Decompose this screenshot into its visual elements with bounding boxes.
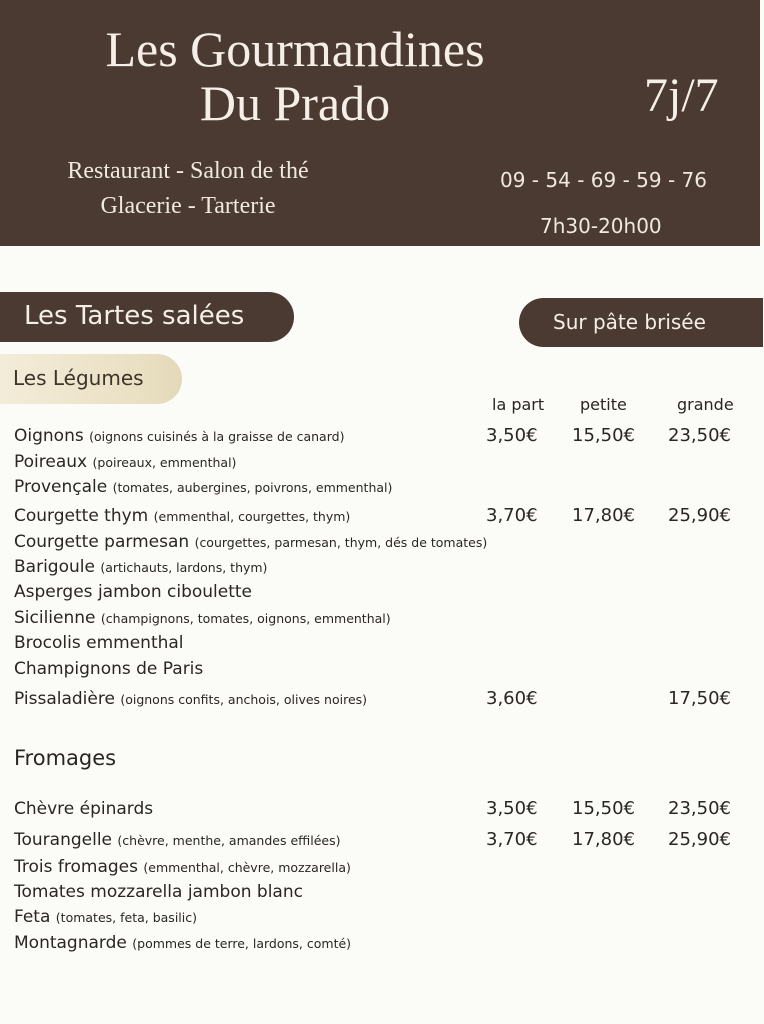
item-name: Barigoule — [14, 557, 95, 577]
item-description: (oignons cuisinés à la graisse de canard) — [89, 429, 345, 444]
restaurant-name-line2: Du Prado — [199, 75, 391, 131]
price-part: 3,60€ — [486, 688, 538, 709]
item-name: Courgette parmesan — [14, 532, 190, 552]
item-name: Brocolis emmenthal — [14, 633, 184, 653]
item-name: Trois fromages — [14, 857, 138, 877]
item-name: Champignons de Paris — [14, 659, 204, 679]
subtitle-line1: Restaurant - Salon de thé — [67, 158, 309, 184]
menu-item — [0, 606, 764, 630]
price-grande: 17,50€ — [668, 688, 731, 709]
item-description: (artichauts, lardons, thym) — [100, 560, 268, 575]
menu-item — [0, 450, 764, 474]
menu-item — [0, 475, 764, 499]
item-name: Tourangelle — [14, 830, 113, 850]
section-title-banner — [0, 292, 294, 342]
price-grande: 25,90€ — [668, 829, 731, 850]
menu-item — [0, 855, 764, 879]
menu-item — [0, 828, 764, 852]
item-name: Asperges jambon ciboulette — [14, 582, 253, 602]
opening-hours: 7h30-20h00 — [540, 214, 662, 238]
item-description: (tomates, aubergines, poivrons, emmenthal) — [112, 480, 393, 495]
price-petite: 17,80€ — [572, 505, 635, 526]
menu-item — [0, 931, 764, 955]
pastry-badge — [519, 298, 763, 347]
item-name: Courgette thym — [14, 506, 149, 526]
column-header-part: la part — [492, 395, 545, 414]
price-grande: 25,90€ — [668, 505, 731, 526]
price-grande: 23,50€ — [668, 425, 731, 446]
item-description: (champignons, tomates, oignons, emmenthal) — [100, 611, 391, 626]
item-description: (oignons confits, anchois, olives noires) — [120, 692, 368, 707]
menu-item — [0, 504, 764, 528]
item-description: (courgettes, parmesan, thym, dés de tomates) — [194, 535, 488, 550]
item-description: (emmenthal, chèvre, mozzarella) — [143, 860, 351, 875]
price-petite: 15,50€ — [572, 425, 635, 446]
item-name: Tomates mozzarella jambon blanc — [14, 882, 303, 902]
opening-days: 7j/7 — [644, 69, 719, 122]
item-description: (chèvre, menthe, amandes effilées) — [117, 833, 341, 848]
pastry-badge-label: Sur pâte brisée — [553, 310, 706, 334]
item-description: (emmenthal, courgettes, thym) — [153, 509, 351, 524]
legumes-title: Les Légumes — [13, 366, 144, 390]
menu-item — [0, 687, 764, 711]
price-part: 3,70€ — [486, 505, 538, 526]
item-name: Chèvre épinards — [14, 799, 154, 819]
item-name: Poireaux — [14, 452, 88, 472]
column-header-petite: petite — [580, 395, 627, 414]
menu-item — [0, 797, 764, 821]
legumes-tab — [0, 354, 182, 404]
fromages-title: Fromages — [14, 746, 117, 770]
item-description: (pommes de terre, lardons, comté) — [132, 936, 352, 951]
menu-item — [0, 424, 764, 448]
section-title: Les Tartes salées — [24, 301, 245, 331]
item-name: Montagnarde — [14, 933, 127, 953]
price-petite: 17,80€ — [572, 829, 635, 850]
item-name: Oignons — [14, 426, 84, 446]
price-part: 3,50€ — [486, 798, 538, 819]
menu-item — [0, 880, 764, 904]
column-header-grande: grande — [677, 395, 734, 414]
item-name: Feta — [14, 907, 51, 927]
menu-item — [0, 905, 764, 929]
price-part: 3,70€ — [486, 829, 538, 850]
price-part: 3,50€ — [486, 425, 538, 446]
menu-item — [0, 631, 764, 655]
menu-item — [0, 555, 764, 579]
subtitle-line2: Glacerie - Tarterie — [100, 193, 276, 219]
item-name: Sicilienne — [14, 608, 96, 628]
phone-number: 09 - 54 - 69 - 59 - 76 — [500, 168, 707, 192]
price-grande: 23,50€ — [668, 798, 731, 819]
item-description: (poireaux, emmenthal) — [92, 455, 237, 470]
menu-item — [0, 657, 764, 681]
item-name: Provençale — [14, 477, 108, 497]
header-banner — [0, 0, 760, 246]
restaurant-name-line1: Les Gourmandines — [105, 21, 485, 77]
item-description: (tomates, feta, basilic) — [55, 910, 197, 925]
price-petite: 15,50€ — [572, 798, 635, 819]
menu-item — [0, 530, 764, 554]
menu-item — [0, 580, 764, 604]
item-name: Pissaladière — [14, 689, 115, 709]
